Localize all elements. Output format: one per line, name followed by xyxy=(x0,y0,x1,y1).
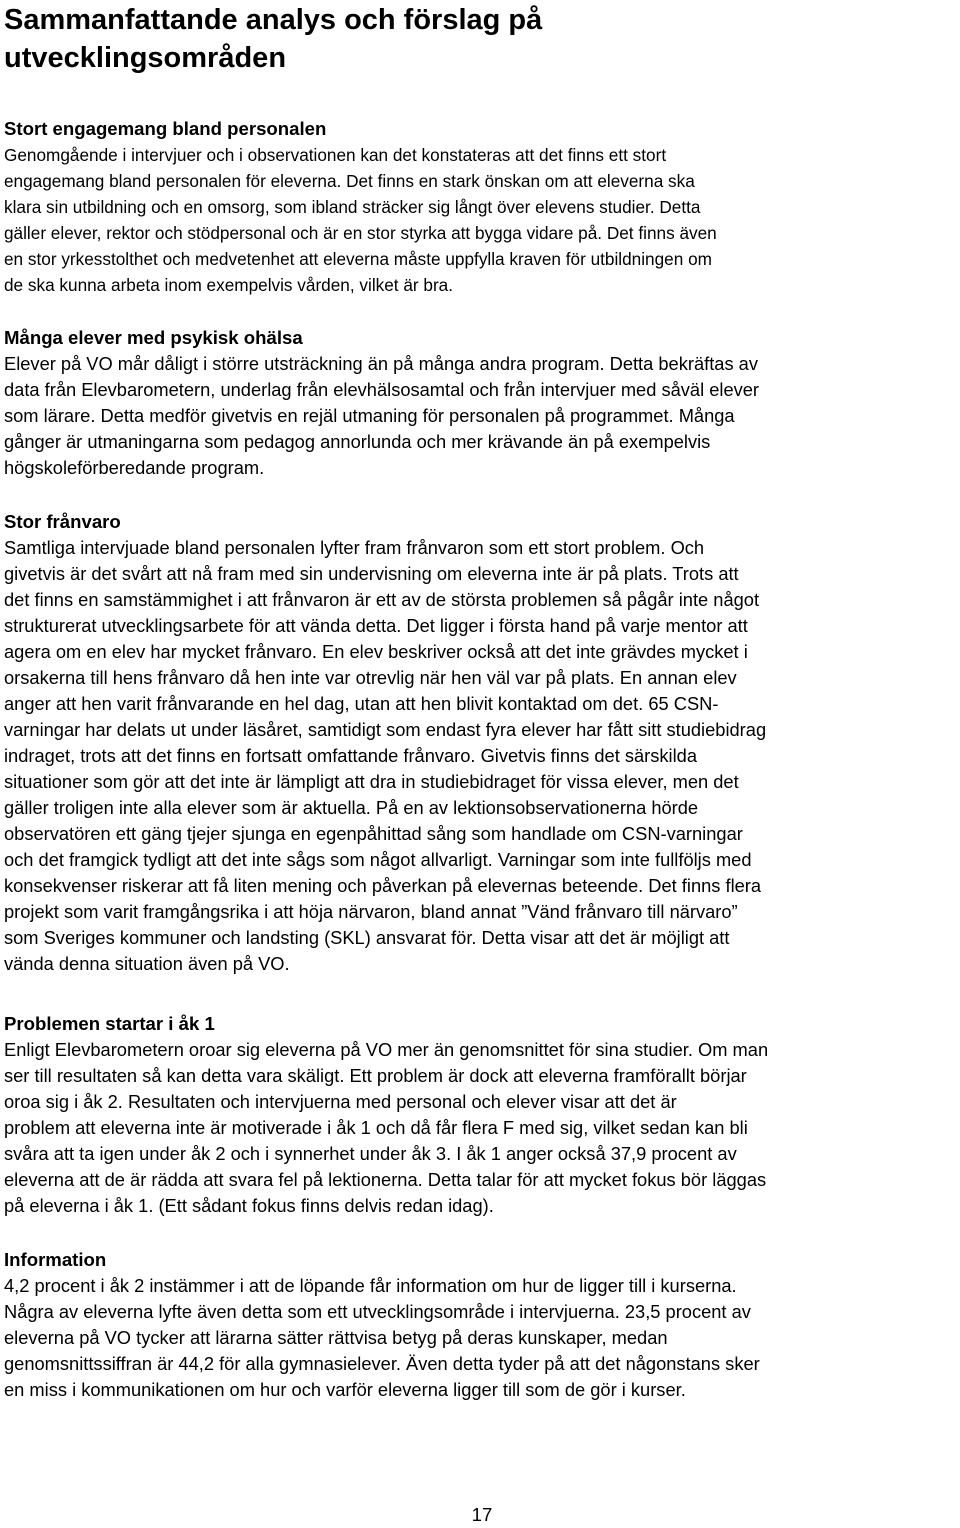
body-line: genomsnittssiffran är 44,2 för alla gymnasielever. Även detta tyder på att det någonstans sker xyxy=(4,1353,760,1374)
body-line: gäller elever, rektor och stödpersonal och är en stor styrka att bygga vidare på. Det finns även xyxy=(4,223,717,243)
body-line: anger att hen varit frånvarande en hel dag, utan att hen blivit kontaktad om det. 65 CSN- xyxy=(4,693,719,714)
body-line: observatören ett gäng tjejer sjunga en egenpåhittad sång som handlade om CSN-varningar xyxy=(4,823,743,844)
section-heading: Problemen startar i åk 1 xyxy=(4,1013,215,1034)
body-line: högskoleförberedande program. xyxy=(4,457,265,478)
body-line: indraget, trots att det finns en fortsatt omfattande frånvaro. Givetvis finns det särskilda xyxy=(4,745,698,766)
body-line: eleverna på VO tycker att lärarna sätter rättvisa betyg på deras kunskaper, medan xyxy=(4,1327,668,1348)
body-line: som Sveriges kommuner och landsting (SKL) ansvarat för. Detta visar att det är möjligt att xyxy=(4,927,730,948)
body-line: situationer som gör att det inte är lämpligt att dra in studiebidraget för vissa elever, men det xyxy=(4,771,739,792)
body-line: agera om en elev har mycket frånvaro. En elev beskriver också att det inte grävdes mycket i xyxy=(4,641,748,662)
body-line: en stor yrkesstolthet och medvetenhet att eleverna måste uppfylla kraven för utbildningen om xyxy=(4,249,712,269)
title-line-1: Sammanfattande analys och förslag på xyxy=(4,4,543,36)
document-page xyxy=(4,0,960,1400)
section-heading: Stor frånvaro xyxy=(4,511,121,532)
body-line: varningar har delats ut under läsåret, samtidigt som endast fyra elever har fått sitt studiebidrag xyxy=(4,719,767,740)
body-line: projekt som varit framgångsrika i att höja närvaron, bland annat ”Vänd frånvaro till närvaro” xyxy=(4,901,738,922)
body-line: Några av eleverna lyfte även detta som ett utvecklingsområde i intervjuerna. 23,5 procent av xyxy=(4,1301,751,1322)
section-information xyxy=(4,1247,960,1403)
body-line: Genomgående i intervjuer och i observationen kan det konstateras att det finns ett stort xyxy=(4,145,667,165)
section-body xyxy=(4,535,960,977)
body-line: eleverna att de är rädda att svara fel på lektionerna. Detta talar för att mycket fokus bör läggas xyxy=(4,1169,767,1190)
body-line: oroa sig i åk 2. Resultaten och intervjuerna med personal och elever visar att det är xyxy=(4,1091,677,1112)
section-body xyxy=(4,1273,960,1403)
section-problems-year-1 xyxy=(4,1011,960,1219)
section-body xyxy=(4,142,960,298)
section-body xyxy=(4,1037,960,1219)
body-line: problem att eleverna inte är motiverade i åk 1 och då får flera F med sig, vilket sedan kan bli xyxy=(4,1117,748,1138)
body-line: konsekvenser riskerar att få liten mening och påverkan på elevernas beteende. Det finns flera xyxy=(4,875,762,896)
body-line: svåra att ta igen under åk 2 och i synnerhet under åk 3. I åk 1 anger också 37,9 procent av xyxy=(4,1143,737,1164)
section-engagement xyxy=(4,116,960,298)
section-heading: Information xyxy=(4,1249,107,1270)
body-line: Elever på VO mår dåligt i större utsträckning än på många andra program. Detta bekräftas av xyxy=(4,353,758,374)
body-line: vända denna situation även på VO. xyxy=(4,953,290,974)
body-line: gånger är utmaningarna som pedagog annorlunda och mer krävande än på exempelvis xyxy=(4,431,711,452)
body-line: engagemang bland personalen för eleverna. Det finns en stark önskan om att eleverna ska xyxy=(4,171,695,191)
body-line: på eleverna i åk 1. (Ett sådant fokus finns delvis redan idag). xyxy=(4,1195,494,1216)
body-line: givetvis är det svårt att nå fram med sin undervisning om eleverna inte är på plats. Trots att xyxy=(4,563,739,584)
body-line: och det framgick tydligt att det inte sågs som något allvarligt. Varningar som inte fullföljs med xyxy=(4,849,752,870)
section-body xyxy=(4,351,960,481)
body-line: data från Elevbarometern, underlag från elevhälsosamtal och från intervjuer med såväl elever xyxy=(4,379,760,400)
page-number: 17 xyxy=(471,1504,493,1525)
body-line: det finns en samstämmighet i att frånvaron är ett av de största problemen så pågår inte något xyxy=(4,589,760,610)
page-title xyxy=(4,1,960,77)
body-line: en miss i kommunikationen om hur och varför eleverna ligger till som de gör i kurser. xyxy=(4,1379,686,1400)
section-heading: Många elever med psykisk ohälsa xyxy=(4,327,303,348)
body-line: som lärare. Detta medför givetvis en rejäl utmaning för personalen på programmet. Många xyxy=(4,405,735,426)
section-heading: Stort engagemang bland personalen xyxy=(4,118,327,139)
body-line: orsakerna till hens frånvaro då hen inte var otrevlig när hen väl var på plats. En annan elev xyxy=(4,667,737,688)
body-line: 4,2 procent i åk 2 instämmer i att de löpande får information om hur de ligger till i kurserna. xyxy=(4,1275,737,1296)
body-line: gäller troligen inte alla elever som är aktuella. På en av lektionsobservationerna hörde xyxy=(4,797,699,818)
body-line: de ska kunna arbeta inom exempelvis vården, vilket är bra. xyxy=(4,275,454,295)
body-line: strukturerat utvecklingsarbete för att vända detta. Det ligger i första hand på varje mentor att xyxy=(4,615,748,636)
section-mental-health xyxy=(4,325,960,481)
body-line: klara sin utbildning och en omsorg, som ibland sträcker sig långt över elevens studier. Detta xyxy=(4,197,701,217)
body-line: Enligt Elevbarometern oroar sig eleverna på VO mer än genomsnittet för sina studier. Om man xyxy=(4,1039,769,1060)
body-line: Samtliga intervjuade bland personalen lyfter fram frånvaron som ett stort problem. Och xyxy=(4,537,705,558)
title-line-2: utvecklingsområden xyxy=(4,42,287,74)
section-absence xyxy=(4,509,960,977)
body-line: ser till resultaten så kan detta vara skäligt. Ett problem är dock att eleverna framförallt börjar xyxy=(4,1065,747,1086)
